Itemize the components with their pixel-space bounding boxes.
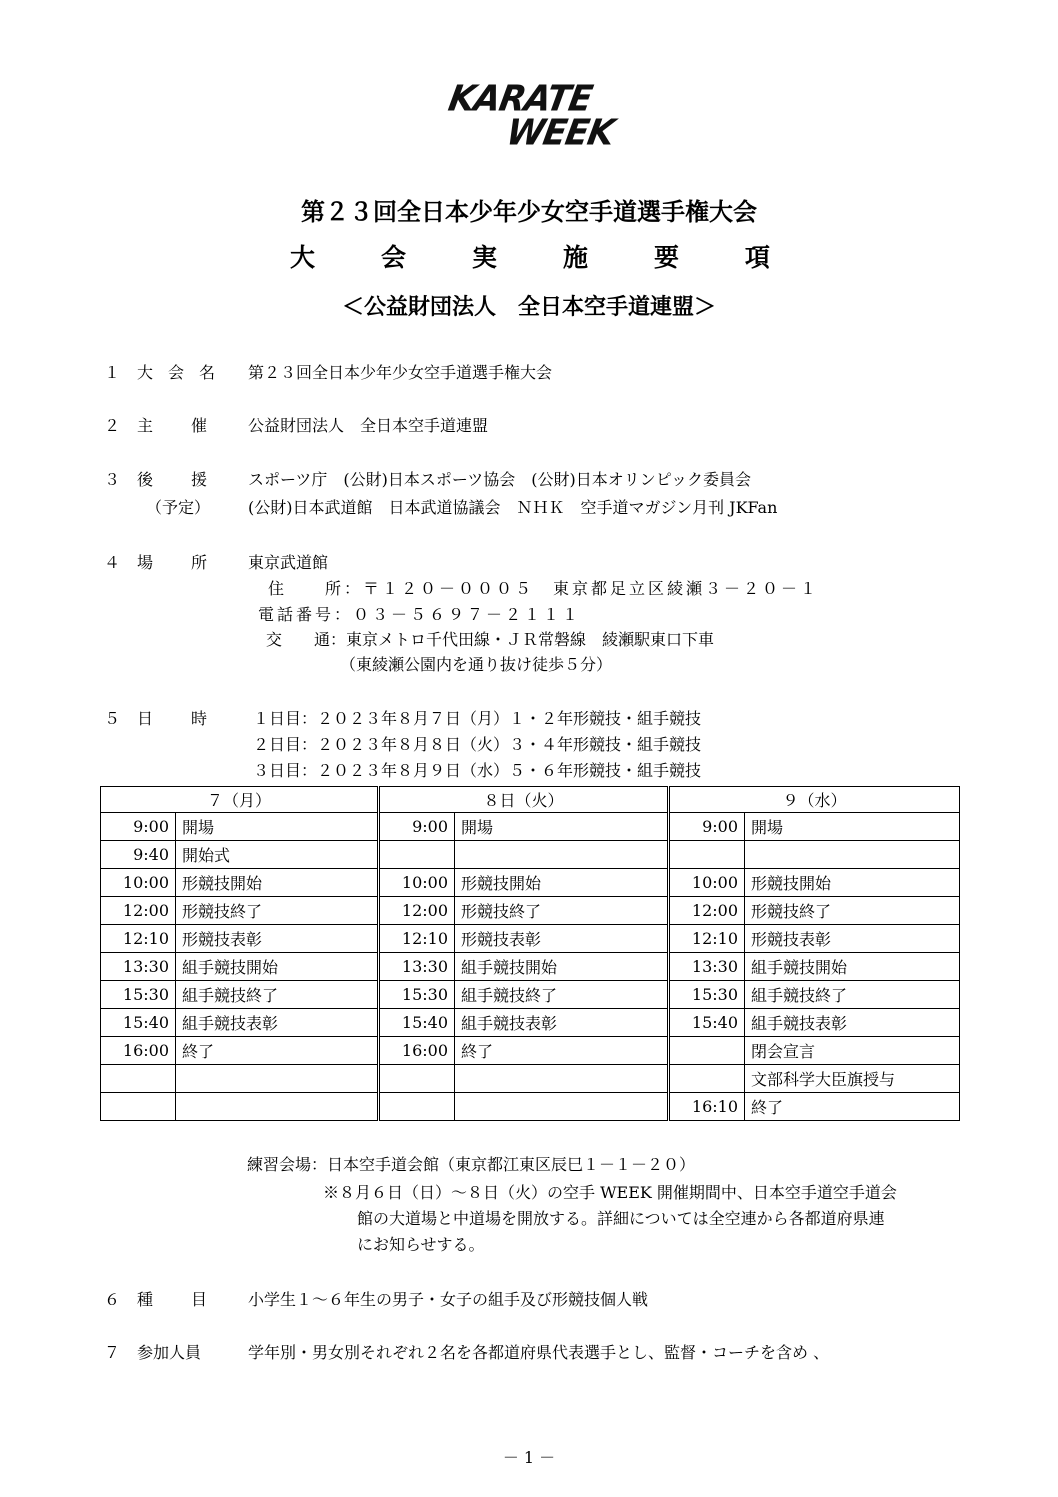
events: 小学生１～６年生の男子・女子の組手及び形競技個人戦 — [248, 1290, 649, 1309]
schedule-event: 組手競技終了 — [745, 981, 960, 1009]
schedule-time: 15:40 — [101, 1009, 176, 1037]
schedule-event: 形競技開始 — [455, 869, 668, 897]
section-label: 参加人員 — [137, 1343, 202, 1362]
schedule-row — [101, 897, 960, 925]
section-number: ４ — [104, 553, 121, 572]
schedule-event: 閉会宣言 — [745, 1037, 960, 1065]
schedule-time: 13:30 — [380, 953, 455, 981]
subtitle-char: 大 — [290, 243, 316, 272]
schedule-time: 16:00 — [101, 1037, 176, 1065]
schedule-time: 15:30 — [670, 981, 745, 1009]
schedule-event: 開場 — [745, 813, 960, 841]
schedule-event: 形競技終了 — [455, 897, 668, 925]
schedule-row — [101, 981, 960, 1009]
schedule-row — [101, 813, 960, 841]
sponsors-line1: スポーツ庁 (公財)日本スポーツ協会 (公財)日本オリンピック委員会 — [248, 470, 752, 489]
tournament-name: 第２３回全日本少年少女空手道選手権大会 — [248, 363, 553, 382]
label-char: 後 — [137, 470, 154, 489]
schedule-time: 15:40 — [380, 1009, 455, 1037]
schedule-event: 文部科学大臣旗授与 — [745, 1065, 960, 1093]
schedule-row — [101, 925, 960, 953]
document-subtitle — [290, 238, 770, 274]
practice-note-line3: にお知らせする。 — [357, 1235, 485, 1254]
subtitle-char: 要 — [653, 243, 679, 272]
schedule-event: 組手競技開始 — [745, 953, 960, 981]
subtitle-char: 施 — [562, 243, 588, 272]
schedule-time — [380, 1093, 455, 1121]
section-label — [137, 555, 207, 571]
day-header: ７（月） — [101, 787, 378, 813]
section-number: ５ — [104, 709, 121, 728]
schedule-event — [455, 1093, 668, 1121]
schedule-body — [101, 813, 960, 1121]
schedule-time: 15:30 — [380, 981, 455, 1009]
schedule-time: 12:10 — [101, 925, 176, 953]
organizer-heading: ＜公益財団法人 全日本空手道連盟＞ — [341, 295, 716, 320]
label-char: 種 — [137, 1290, 154, 1309]
schedule-header-row — [101, 787, 960, 813]
label-char: 所 — [190, 553, 207, 572]
schedule-time: 15:30 — [101, 981, 176, 1009]
schedule-event: 組手競技開始 — [455, 953, 668, 981]
schedule-event: 形競技開始 — [176, 869, 378, 897]
section-number: ７ — [104, 1343, 121, 1362]
schedule-event: 形競技表彰 — [176, 925, 378, 953]
schedule-time: 12:00 — [670, 897, 745, 925]
practice-note-line2: 館の大道場と中道場を開放する。詳細については全空連から各都道府県連 — [357, 1209, 885, 1228]
logo-line1: KARATE — [445, 78, 596, 120]
schedule-time: 10:00 — [101, 869, 176, 897]
schedule-time — [670, 1037, 745, 1065]
schedule-time — [380, 1065, 455, 1093]
schedule-time: 9:00 — [380, 813, 455, 841]
section-label — [137, 711, 207, 727]
schedule-time — [380, 841, 455, 869]
schedule-time: 10:00 — [670, 869, 745, 897]
schedule-event: 形競技終了 — [176, 897, 378, 925]
schedule-time: 9:40 — [101, 841, 176, 869]
schedule-event: 組手競技表彰 — [455, 1009, 668, 1037]
section-sublabel: （予定） — [146, 498, 211, 517]
label-char: 会 — [167, 363, 184, 382]
schedule-row — [101, 1093, 960, 1121]
day-header: ８日（火） — [380, 787, 668, 813]
label-char: 場 — [137, 553, 154, 572]
schedule-table — [100, 786, 960, 1121]
venue-name: 東京武道館 — [248, 553, 329, 572]
section-number: ２ — [104, 416, 121, 435]
logo-line2: WEEK — [503, 112, 618, 154]
schedule-time: 13:30 — [670, 953, 745, 981]
schedule-event — [176, 1093, 378, 1121]
participants: 学年別・男女別それぞれ２名を各都道府県代表選手とし、監督・コーチを含め 、 — [248, 1343, 830, 1362]
document-title: 第２３回全日本少年少女空手道選手権大会 — [301, 198, 757, 226]
section-number: ６ — [104, 1290, 121, 1309]
schedule-event: 組手競技表彰 — [745, 1009, 960, 1037]
host-organization: 公益財団法人 全日本空手道連盟 — [248, 416, 489, 435]
schedule-time: 9:00 — [670, 813, 745, 841]
schedule-event — [455, 1065, 668, 1093]
schedule-time: 16:00 — [380, 1037, 455, 1065]
schedule-row — [101, 1037, 960, 1065]
schedule-event: 終了 — [745, 1093, 960, 1121]
sponsors-line2: (公財)日本武道館 日本武道協議会 ＮＨＫ 空手道マガジン月刊 JKFan — [248, 498, 778, 517]
section-label — [137, 472, 207, 488]
label-char: 名 — [198, 363, 215, 382]
schedule-event: 終了 — [176, 1037, 378, 1065]
venue-phone: 電話番号：０３－５６９７－２１１１ — [258, 605, 582, 624]
schedule-event: 形競技表彰 — [455, 925, 668, 953]
schedule-time: 10:00 — [380, 869, 455, 897]
date-day1: １日目：２０２３年８月７日（月）１・２年形競技・組手競技 — [253, 709, 702, 728]
schedule-row — [101, 1065, 960, 1093]
practice-venue: 練習会場：日本空手道会館（東京都江東区辰巳１－１－２０） — [247, 1155, 696, 1174]
label-char: 時 — [190, 709, 207, 728]
schedule-time: 15:40 — [670, 1009, 745, 1037]
schedule-event: 開場 — [455, 813, 668, 841]
schedule-event: 組手競技開始 — [176, 953, 378, 981]
schedule-row — [101, 841, 960, 869]
schedule-event: 形競技開始 — [745, 869, 960, 897]
day-header: ９（水） — [670, 787, 960, 813]
practice-note-line1: ※８月６日（日）～８日（火）の空手 WEEK 開催期間中、日本空手道空手道会 — [323, 1183, 897, 1202]
schedule-time: 12:00 — [380, 897, 455, 925]
section-number: ３ — [104, 470, 121, 489]
schedule-event: 組手競技終了 — [176, 981, 378, 1009]
schedule-time — [101, 1093, 176, 1121]
label-char: 催 — [190, 416, 207, 435]
date-day3: ３日目：２０２３年８月９日（水）５・６年形競技・組手競技 — [253, 761, 702, 780]
schedule-event — [745, 841, 960, 869]
page-number: － 1 － — [502, 1448, 556, 1467]
schedule-event — [176, 1065, 378, 1093]
schedule-event — [455, 841, 668, 869]
schedule-event: 組手競技表彰 — [176, 1009, 378, 1037]
schedule-row — [101, 1009, 960, 1037]
schedule-event: 開場 — [176, 813, 378, 841]
schedule-time: 12:00 — [101, 897, 176, 925]
section-label — [137, 418, 207, 434]
section-label — [137, 365, 215, 381]
schedule-event: 形競技終了 — [745, 897, 960, 925]
schedule-time: 9:00 — [101, 813, 176, 841]
karate-week-logo — [445, 78, 618, 154]
section-label — [137, 1292, 207, 1308]
schedule-event: 形競技表彰 — [745, 925, 960, 953]
schedule-event: 開始式 — [176, 841, 378, 869]
schedule-time — [101, 1065, 176, 1093]
label-char: 目 — [190, 1290, 207, 1309]
schedule-time — [670, 841, 745, 869]
schedule-time — [670, 1065, 745, 1093]
label-char: 大 — [137, 363, 154, 382]
label-char: 日 — [137, 709, 154, 728]
venue-access-note: （東綾瀬公園内を通り抜け徒歩５分） — [340, 655, 613, 674]
schedule-time: 12:10 — [380, 925, 455, 953]
date-day2: ２日目：２０２３年８月８日（火）３・４年形競技・組手競技 — [253, 735, 702, 754]
subtitle-char: 項 — [744, 243, 770, 272]
label-char: 援 — [190, 470, 207, 489]
schedule-row — [101, 869, 960, 897]
venue-address: 住 所：〒１２０－０００５ 東京都足立区綾瀬３－２０－１ — [268, 579, 820, 598]
schedule-time: 12:10 — [670, 925, 745, 953]
schedule-row — [101, 953, 960, 981]
venue-access: 交 通：東京メトロ千代田線・ＪＲ常磐線 綾瀬駅東口下車 — [266, 630, 715, 649]
schedule-time: 16:10 — [670, 1093, 745, 1121]
schedule-time: 13:30 — [101, 953, 176, 981]
schedule-event: 組手競技終了 — [455, 981, 668, 1009]
subtitle-char: 会 — [380, 243, 406, 272]
schedule-event: 終了 — [455, 1037, 668, 1065]
section-number: １ — [104, 363, 121, 382]
label-char: 主 — [137, 416, 154, 435]
subtitle-char: 実 — [471, 243, 497, 272]
